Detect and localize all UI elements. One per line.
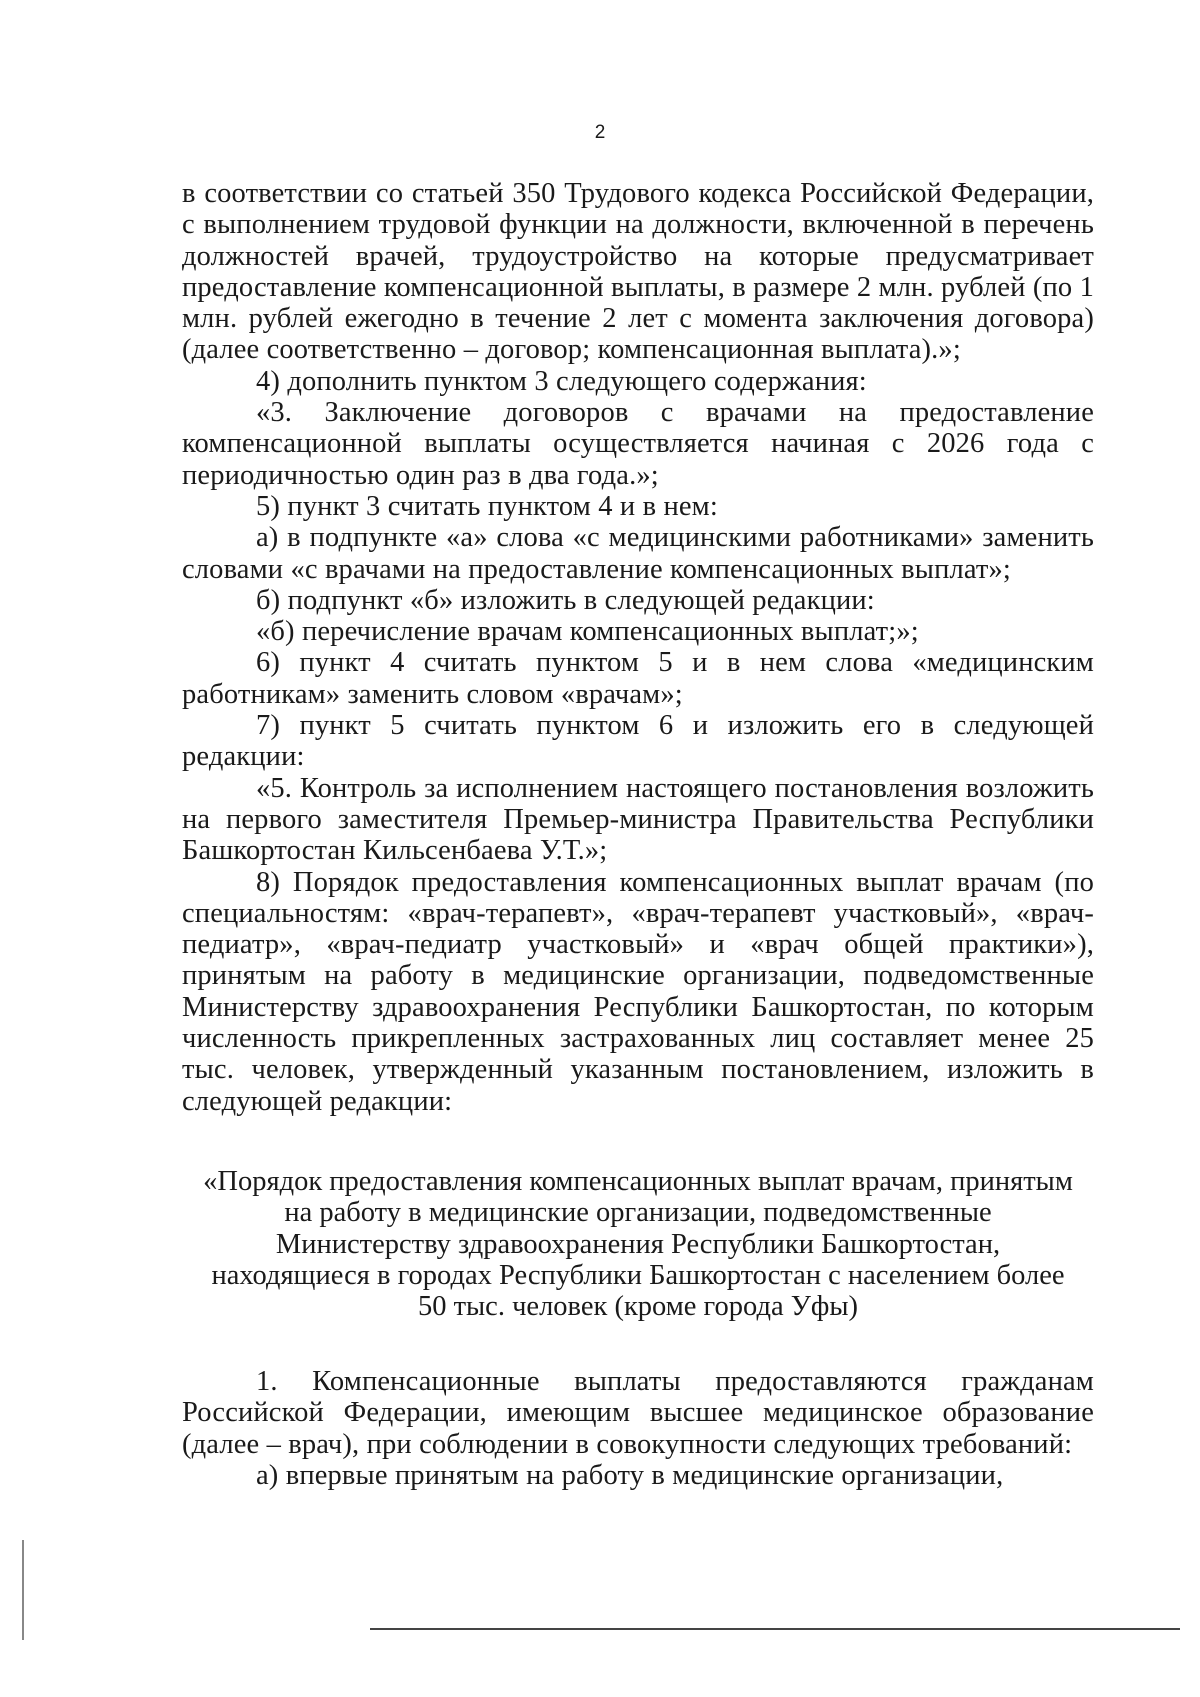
order-title-line: находящиеся в городах Республики Башкортостан с населением более <box>211 1259 1065 1291</box>
scan-bottom-rule <box>370 1628 1180 1630</box>
paragraph-item-4: 4) дополнить пунктом 3 следующего содержания: <box>256 365 867 397</box>
body-text <box>182 178 1094 1117</box>
scan-margin-mark <box>22 1540 24 1640</box>
order-title-line: на работу в медицинские организации, подведомственные <box>284 1197 992 1229</box>
paragraph-section-1-a: а) впервые принятым на работу в медицинские организации, <box>256 1459 1004 1491</box>
paragraph-section-1: 1. Компенсационные выплаты предоставляются гражданам Российской Федерации, имеющим высшее медицинское образование (далее – врач), при соблюдении в совокупности следующих требований: <box>182 1366 1094 1460</box>
order-title-line: Министерству здравоохранения Республики Башкортостан, <box>275 1228 1001 1260</box>
paragraph-quote-5: «5. Контроль за исполнением настоящего постановления возложить на первого заместителя Премьер-министра Правительства Республики Башкортостан Кильсенбаева У.Т.»; <box>182 772 1094 867</box>
paragraph-subitem-b: б) подпункт «б» изложить в следующей редакции: <box>256 584 875 616</box>
page-number: 2 <box>594 122 606 143</box>
order-title <box>182 1166 1094 1322</box>
paragraph-quote-3: «3. Заключение договоров с врачами на предоставление компенсационной выплаты осуществляется начиная с 2026 года с периодичностью один раз в два года.»; <box>182 397 1094 491</box>
paragraph-item-8: 8) Порядок предоставления компенсационных выплат врачам (по специальностям: «врач-терапевт», «врач-терапевт участковый», «врач-педиатр», «врач-педиатр участковый» и «врач общей практики»), принятым на работу в медицинские организации, подведомственные Министерству здравоохранения Республики Башкортостан, по которым численность прикрепленных застрахованных лиц составляет менее 25 тыс. человек, утвержденный указанным постановлением, изложить в следующей редакции: <box>182 866 1094 1117</box>
paragraph-quote-b: «б) перечисление врачам компенсационных выплат;»; <box>256 616 919 648</box>
paragraph-item-7: 7) пункт 5 считать пунктом 6 и изложить его в следующей редакции: <box>182 710 1094 773</box>
paragraph-subitem-a: а) в подпункте «а» слова «с медицинскими работниками» заменить словами «с врачами на предоставление компенсационных выплат»; <box>182 522 1094 585</box>
paragraph-item-5: 5) пункт 3 считать пунктом 4 и в нем: <box>256 490 718 522</box>
order-title-line: 50 тыс. человек (кроме города Уфы) <box>417 1291 859 1323</box>
paragraph-continuation: в соответствии со статьей 350 Трудового кодекса Российской Федерации, с выполнением трудовой функции на должности, включенной в перечень должностей врачей, трудоустройство на которые предусматривает предоставление компенсационной выплаты, в размере 2 млн. рублей (по 1 млн. рублей ежегодно в течение 2 лет с момента заключения договора) (далее соответственно – договор; компенсационная выплата).»; <box>182 178 1094 366</box>
order-title-line: «Порядок предоставления компенсационных выплат врачам, принятым <box>203 1166 1073 1197</box>
paragraph-item-6: 6) пункт 4 считать пунктом 5 и в нем слова «медицинским работникам» заменить словом «врачам»; <box>182 647 1094 710</box>
section-text <box>182 1366 1094 1491</box>
